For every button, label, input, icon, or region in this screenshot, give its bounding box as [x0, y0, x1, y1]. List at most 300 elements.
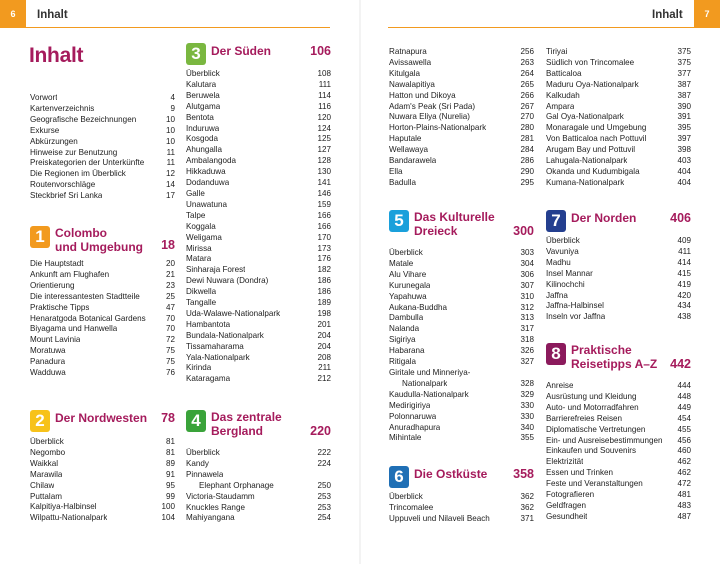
toc-entry [546, 381, 691, 392]
toc-entry-title: Überblick [30, 437, 64, 446]
toc-entry [186, 492, 331, 503]
toc-entry [546, 446, 691, 457]
toc-entry [30, 148, 175, 159]
toc-entry-title: Jaffna-Halbinsel [546, 301, 604, 311]
toc-entry-title: Aukana-Buddha [389, 302, 448, 312]
toc-entry-title: Orientierung [30, 280, 75, 290]
toc-entry [30, 357, 175, 368]
toc-entry-title: Moratuwa [30, 346, 66, 356]
toc-entry [30, 513, 175, 524]
toc-entry [389, 102, 534, 113]
toc-entry [30, 437, 175, 448]
toc-entry [389, 248, 534, 259]
toc-entry [186, 244, 331, 255]
section-page: 406 [670, 211, 691, 225]
toc-entry [389, 58, 534, 69]
toc-entry [186, 298, 331, 309]
toc-entry-page: 326 [520, 346, 534, 356]
toc-entry [389, 433, 534, 444]
toc-entry [389, 69, 534, 80]
toc-entry-title: Kitulgala [389, 68, 421, 78]
section-bergland [186, 410, 331, 438]
toc-entry-title: Horton-Plains-Nationalpark [389, 123, 487, 133]
toc-entry-title: Überblick [389, 492, 423, 501]
section-page: 358 [513, 467, 534, 481]
toc-entry [546, 403, 691, 414]
toc-entry-page: 204 [317, 341, 331, 351]
toc-entry-title: Ampara [546, 101, 575, 111]
toc-entry-title: Vavuniya [546, 246, 579, 256]
toc-entry-page: 47 [165, 302, 175, 312]
toc-entry-page: 17 [165, 191, 175, 201]
section-title: Praktische Reisetipps A–Z [571, 343, 658, 371]
toc-entry-title: Haputale [389, 134, 422, 144]
toc-entry-page: 21 [165, 269, 175, 279]
toc-entry-page: 340 [520, 422, 534, 432]
toc-entry-page: 212 [317, 374, 331, 384]
section-colombo [30, 226, 175, 254]
page-gutter [359, 0, 361, 564]
toc-entry-page: 9 [170, 103, 175, 113]
toc-entry [389, 47, 534, 58]
toc-entry-title: Hambantota [186, 319, 231, 329]
toc-entry-title: Ankunft am Flughafen [30, 269, 110, 279]
toc-entry [389, 335, 534, 346]
toc-entry [30, 448, 175, 459]
toc-entry [389, 281, 534, 292]
toc-entry-title: Nawalapitiya [389, 79, 435, 89]
toc-entry [186, 287, 331, 298]
toc-entry-title: Galle [186, 188, 205, 198]
section-number-badge: 5 [389, 210, 409, 232]
toc-entry [186, 513, 331, 524]
toc-entry [546, 247, 691, 258]
toc-entry [186, 254, 331, 265]
toc-entry-title: Induruwa [186, 123, 220, 133]
section-reisetipps [546, 343, 691, 371]
toc-entry-page [531, 368, 534, 379]
toc-entry [389, 91, 534, 102]
toc-entry-page: 95 [165, 480, 175, 490]
section-sueden [186, 43, 331, 65]
section-number-badge: 2 [30, 410, 50, 432]
toc-entry-page: 265 [520, 79, 534, 89]
right-page-number: 7 [694, 0, 720, 28]
toc-entry-title: Hinweise zur Benutzung [30, 147, 118, 157]
toc-entry-title: Tiriyai [546, 47, 568, 56]
toc-entry-page: 460 [677, 446, 691, 456]
toc-entry-page: 404 [677, 166, 691, 176]
toc-entry-title: Kataragama [186, 374, 231, 384]
toc-entry-title: Überblick [186, 69, 220, 78]
toc-entry [186, 200, 331, 211]
toc-entry [389, 412, 534, 423]
toc-entry-page: 198 [317, 308, 331, 318]
toc-entry [186, 145, 331, 156]
toc-entry [30, 459, 175, 470]
toc-entry-page: 362 [520, 492, 534, 501]
toc-entry [546, 123, 691, 134]
toc-entry [186, 374, 331, 385]
section-nordwesten [30, 410, 175, 432]
toc-entry-page: 146 [317, 188, 331, 198]
toc-entry-title: Mihintale [389, 433, 422, 443]
toc-entry [186, 265, 331, 276]
toc-entry [546, 479, 691, 490]
toc-entry-title: Trincomalee [389, 502, 434, 512]
toc-entry-page: 419 [677, 279, 691, 289]
toc-entry-page: 10 [165, 125, 175, 135]
toc-entry [30, 180, 175, 191]
toc-entry-title: Kalutara [186, 79, 217, 89]
toc-entry-page: 414 [677, 257, 691, 267]
toc-entry-page: 397 [677, 134, 691, 144]
toc-entry-title: Maduru Oya-Nationalpark [546, 79, 639, 89]
toc-entry-title: Pinnawela [186, 469, 224, 479]
toc-entry-page: 284 [520, 145, 534, 155]
toc-entry-title: Panadura [30, 357, 66, 367]
toc-entry-title: Madhu [546, 257, 571, 267]
toc-entry-page: 377 [677, 68, 691, 78]
toc-entry-page: 387 [677, 90, 691, 100]
toc-entry-page: 120 [317, 112, 331, 122]
toc-entry-page: 481 [677, 490, 691, 500]
section-page: 442 [670, 357, 691, 371]
toc-entry [546, 91, 691, 102]
toc-entry [186, 167, 331, 178]
toc-entry-page: 114 [318, 90, 331, 100]
toc-entry-page: 4 [170, 93, 175, 102]
toc-entry-title: Von Batticaloa nach Pottuvil [546, 134, 647, 144]
toc-entry-title: Avissawella [389, 57, 432, 67]
toc-entry [546, 392, 691, 403]
toc-entry [546, 280, 691, 291]
toc-entry-title: Ambalangoda [186, 156, 236, 166]
toc-entry-page: 10 [165, 136, 175, 146]
toc-entry [30, 346, 175, 357]
toc-entry-page: 70 [165, 324, 175, 334]
toc-entry-page: 256 [520, 47, 534, 56]
toc-entry-page: 456 [677, 435, 691, 445]
toc-entry-title: Elephant Orphanage [199, 480, 274, 490]
toc-entry [546, 156, 691, 167]
toc-entry-title: Elektrizität [546, 457, 584, 467]
toc-entry-page: 127 [317, 145, 331, 155]
toc-entry [389, 292, 534, 303]
toc-entry [546, 112, 691, 123]
toc-entry [389, 123, 534, 134]
toc-entry-page: 182 [317, 265, 331, 275]
toc-entry-title: Badulla [389, 177, 417, 187]
toc-entry-page: 12 [165, 169, 175, 179]
toc-entry-title: Diplomatische Vertretungen [546, 424, 646, 434]
toc-entry-title: Negombo [30, 447, 66, 457]
toc-entry [186, 309, 331, 320]
toc-entry-page: 11 [166, 147, 175, 157]
toc-entry-page: 100 [161, 502, 175, 512]
toc-entry-title: Gesundheit [546, 511, 588, 521]
toc-entry [546, 425, 691, 436]
bergland-continued-list [389, 47, 534, 189]
toc-entry [30, 502, 175, 513]
toc-entry [30, 93, 175, 104]
toc-entry-page: 263 [520, 57, 534, 67]
toc-entry [186, 233, 331, 244]
toc-entry-title: Die Regionen im Überblick [30, 169, 126, 179]
toc-entry-page: 130 [317, 167, 331, 177]
toc-entry [30, 259, 175, 270]
toc-entry-page: 448 [677, 391, 691, 401]
toc-entry-page: 391 [677, 112, 691, 122]
toc-entry-page: 295 [520, 177, 534, 187]
toc-entry-page: 186 [317, 276, 331, 286]
toc-entry [186, 178, 331, 189]
header-rule-right [388, 27, 694, 28]
toc-entry-title: Anuradhapura [389, 422, 441, 432]
toc-entry-title: Überblick [186, 448, 220, 457]
toc-entry [546, 490, 691, 501]
toc-entry-page: 124 [317, 123, 331, 133]
toc-entry [546, 167, 691, 178]
toc-entry-page: 25 [165, 291, 175, 301]
toc-entry-page: 290 [520, 166, 534, 176]
toc-entry-page: 266 [520, 90, 534, 100]
toc-entry-title: Kartenverzeichnis [30, 103, 95, 113]
toc-entry-page: 398 [677, 145, 691, 155]
toc-entry-page: 128 [317, 156, 331, 166]
toc-entry-page: 224 [317, 458, 331, 468]
toc-entry [389, 80, 534, 91]
toc-entry-page: 438 [677, 312, 691, 322]
toc-entry-title: Ausrüstung und Kleidung [546, 391, 637, 401]
toc-entry-title: Bandarawela [389, 156, 437, 166]
toc-entry-page: 14 [165, 180, 175, 190]
toc-entry [186, 459, 331, 470]
toc-entry-page: 455 [677, 424, 691, 434]
toc-entry-page: 222 [317, 448, 331, 457]
toc-entry-title: Nationalpark [402, 378, 448, 388]
toc-entry-page: 420 [677, 290, 691, 300]
toc-entry-title: Geografische Bezeichnungen [30, 114, 137, 124]
intro-list [30, 93, 175, 202]
section-title: Der Süden [211, 44, 272, 58]
toc-entry-title: Geldfragen [546, 500, 587, 510]
toc-entry-page: 267 [520, 101, 534, 111]
toc-entry-page: 415 [677, 268, 691, 278]
toc-entry-page: 89 [165, 458, 175, 468]
toc-entry-page: 375 [677, 57, 691, 67]
toc-entry-page: 317 [520, 324, 534, 334]
toc-entry [389, 401, 534, 412]
toc-entry-title: Steckbrief Sri Lanka [30, 191, 103, 201]
toc-entry-title: Die interessantesten Stadtteile [30, 291, 140, 301]
section-title: Das zentrale Bergland [211, 410, 282, 438]
toc-entry-page: 403 [677, 156, 691, 166]
toc-entry-title: Kumana-Nationalpark [546, 177, 625, 187]
toc-entry [186, 276, 331, 287]
toc-entry-title: Yapahuwa [389, 291, 427, 301]
toc-entry-title: Mahiyangana [186, 513, 235, 523]
toc-entry-title: Biyagama und Hanwella [30, 324, 118, 334]
toc-entry [30, 126, 175, 137]
section-page: 106 [310, 44, 331, 58]
toc-entry-title: Sigiriya [389, 335, 416, 345]
toc-entry-page: 387 [677, 79, 691, 89]
toc-entry-page: 81 [165, 447, 175, 457]
toc-entry-page: 304 [520, 258, 534, 268]
toc-entry-page: 76 [165, 368, 175, 378]
section-title: Colombo und Umgebung [55, 226, 143, 254]
toc-entry-title: Barrierefreies Reisen [546, 413, 623, 423]
toc-entry [30, 191, 175, 202]
toc-entry [186, 481, 331, 492]
toc-entry-title: Batticaloa [546, 68, 582, 78]
toc-entry-title: Jaffna [546, 290, 568, 300]
toc-entry-title: Kilinochchi [546, 279, 585, 289]
toc-entry-page: 306 [520, 269, 534, 279]
toc-entry-title: Polonnaruwa [389, 411, 437, 421]
toc-entry-page: 312 [520, 302, 534, 312]
toc-entry-title: Talpe [186, 210, 206, 220]
toc-entry-page: 23 [165, 280, 175, 290]
toc-entry-title: Dikwella [186, 287, 217, 297]
toc-entry-title: Tangalle [186, 298, 217, 308]
toc-entry-title: Dambulla [389, 313, 424, 323]
toc-entry-title: Henaratgoda Botanical Gardens [30, 313, 146, 323]
toc-entry [546, 236, 691, 247]
toc-entry-page: 281 [520, 134, 534, 144]
toc-entry [389, 357, 534, 368]
toc-entry [546, 501, 691, 512]
section-number-badge: 1 [30, 226, 50, 248]
toc-entry-page: 189 [317, 298, 331, 308]
toc-entry-page: 328 [520, 378, 534, 388]
toc-entry-title: Monaragale und Umgebung [546, 123, 647, 133]
toc-entry [546, 468, 691, 479]
section-number-badge: 3 [186, 43, 206, 65]
toc-entry-title: Praktische Tipps [30, 302, 90, 312]
toc-entry [30, 335, 175, 346]
toc-entry-page: 211 [318, 363, 331, 373]
toc-entry-page: 303 [520, 248, 534, 257]
section-title: Das Kulturelle Dreieck [414, 210, 495, 238]
toc-entry-title: Essen und Trinken [546, 468, 614, 478]
toc-entry-title: Routenvorschläge [30, 180, 96, 190]
toc-entry [389, 156, 534, 167]
toc-entry-page: 159 [317, 199, 331, 209]
toc-entry-title: Ahungalla [186, 145, 223, 155]
toc-entry-page: 201 [317, 319, 331, 329]
toc-entry-page: 280 [520, 123, 534, 133]
toc-entry-page: 434 [677, 301, 691, 311]
toc-entry [186, 342, 331, 353]
toc-entry-title: Uda-Walawe-Nationalpark [186, 308, 281, 318]
toc-entry-title: Südlich von Trincomalee [546, 57, 635, 67]
toc-entry-title: Die Hauptstadt [30, 259, 84, 268]
toc-entry-title: Ella [389, 166, 403, 176]
toc-entry [546, 512, 691, 523]
toc-entry [389, 259, 534, 270]
toc-entry [389, 503, 534, 514]
toc-entry [186, 156, 331, 167]
toc-entry [30, 270, 175, 281]
toc-entry-title: Einkaufen und Souvenirs [546, 446, 636, 456]
toc-entry [389, 492, 534, 503]
toc-entry [389, 167, 534, 178]
toc-entry-page: 170 [317, 232, 331, 242]
toc-entry-title: Okanda und Kudumbigala [546, 166, 640, 176]
toc-entry [546, 436, 691, 447]
toc-entry-title: Arugam Bay und Pottuvil [546, 145, 636, 155]
toc-entry-title: Beruwela [186, 90, 220, 100]
toc-entry-page: 449 [677, 402, 691, 412]
toc-entry [546, 47, 691, 58]
toc-entry-page: 125 [317, 134, 331, 144]
toc-entry-title: Sinharaja Forest [186, 265, 246, 275]
toc-entry-title: Gal Oya-Nationalpark [546, 112, 624, 122]
toc-entry-title: Mirissa [186, 243, 212, 253]
toc-entry-title: Marawila [30, 469, 63, 479]
toc-entry-page: 310 [520, 291, 534, 301]
colombo-list [30, 259, 175, 379]
toc-entry [546, 457, 691, 468]
bergland-list [186, 448, 331, 524]
toc-entry [186, 124, 331, 135]
section-ostkueste [389, 466, 534, 488]
section-page: 78 [161, 411, 175, 425]
toc-entry [389, 145, 534, 156]
toc-entry-page: 330 [520, 400, 534, 410]
section-number-badge: 6 [389, 466, 409, 488]
toc-entry-title: Medirigiriya [389, 400, 431, 410]
toc-entry [186, 353, 331, 364]
toc-entry-title: Ritigala [389, 357, 416, 367]
toc-entry-title: Anreise [546, 381, 574, 390]
toc-entry-page: 264 [520, 68, 534, 78]
toc-entry-page: 11 [166, 158, 175, 168]
toc-entry-title: Koggala [186, 221, 216, 231]
toc-entry [186, 113, 331, 124]
nordwesten-list [30, 437, 175, 524]
toc-entry-title: Nuwara Eliya (Nurelia) [389, 112, 470, 122]
toc-entry [186, 189, 331, 200]
toc-entry [546, 58, 691, 69]
ostkueste-continued-list [546, 47, 691, 189]
toc-entry [389, 368, 534, 379]
toc-entry [546, 134, 691, 145]
section-number-badge: 4 [186, 410, 206, 432]
ostkueste-list [389, 492, 534, 525]
toc-entry-title: Bentota [186, 112, 214, 122]
toc-entry-title: Überblick [389, 248, 423, 257]
toc-entry [389, 313, 534, 324]
toc-entry-title: Dodanduwa [186, 178, 230, 188]
toc-entry-page: 166 [317, 210, 331, 220]
toc-entry-page: 10 [165, 114, 175, 124]
toc-entry-title: Auto- und Motorradfahren [546, 402, 639, 412]
toc-entry-title: Inseln vor Jaffna [546, 312, 606, 322]
toc-entry-page: 20 [165, 259, 175, 268]
toc-entry-title: Uppuveli und Nilaveli Beach [389, 513, 490, 523]
toc-entry-title: Kalpitiya-Halbinsel [30, 502, 97, 512]
toc-entry-title: Giritale und Minneriya- [389, 367, 471, 377]
toc-entry [389, 379, 534, 390]
toc-entry-page: 454 [677, 413, 691, 423]
toc-entry-page: 141 [317, 178, 331, 188]
toc-entry [30, 303, 175, 314]
toc-entry [30, 470, 175, 481]
toc-entry-page: 355 [520, 433, 534, 443]
